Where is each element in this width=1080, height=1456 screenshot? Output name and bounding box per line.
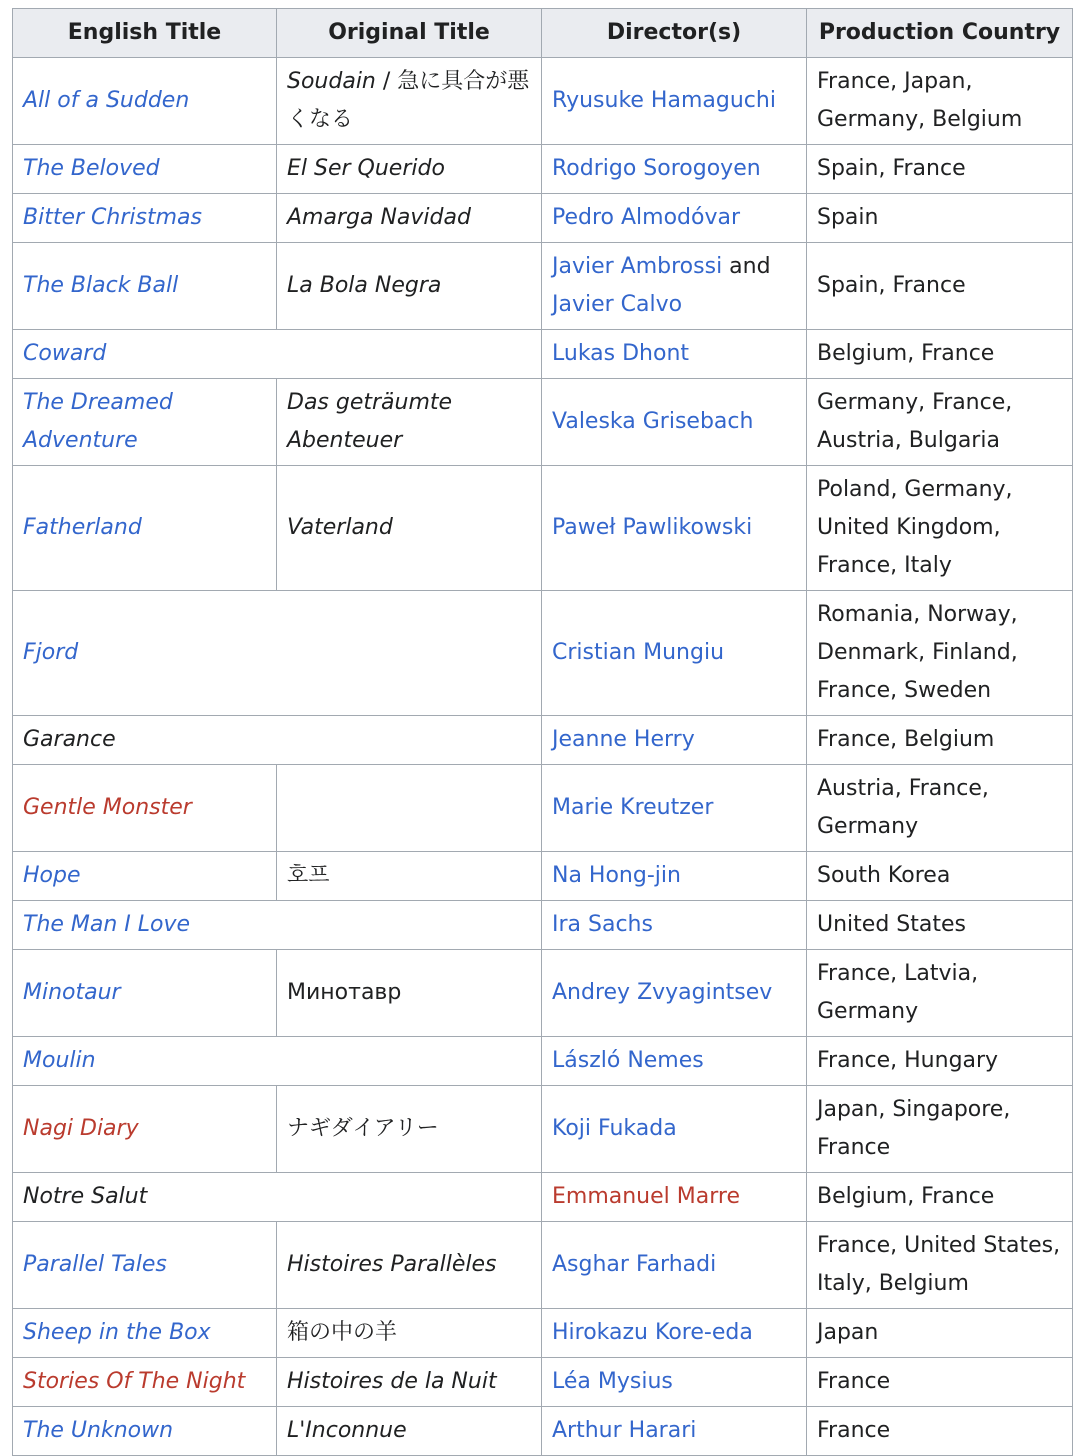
english-title-cell <box>13 716 542 765</box>
english-title-cell <box>13 1173 542 1222</box>
film-link[interactable]: Minotaur <box>23 980 121 1005</box>
country-cell: Romania, Norway, Denmark, Finland, France, Sweden <box>807 591 1073 716</box>
film-title: Garance <box>23 727 116 752</box>
table-row <box>13 58 1073 145</box>
english-title-cell <box>13 194 277 243</box>
director-cell <box>542 194 807 243</box>
original-title-cell <box>277 765 542 852</box>
country-cell: Japan, Singapore, France <box>807 1086 1073 1173</box>
film-title: Notre Salut <box>23 1184 148 1209</box>
director-link[interactable]: Pedro Almodóvar <box>552 205 741 230</box>
english-title-cell <box>13 466 277 591</box>
director-link[interactable]: Na Hong-jin <box>552 863 681 888</box>
country-cell: France <box>807 1358 1073 1407</box>
table-row <box>13 243 1073 330</box>
director-cell <box>542 330 807 379</box>
table-row <box>13 1037 1073 1086</box>
table-row <box>13 379 1073 466</box>
country-cell: France, United States, Italy, Belgium <box>807 1222 1073 1309</box>
director-cell <box>542 852 807 901</box>
english-title-cell <box>13 901 542 950</box>
header-row <box>13 9 1073 58</box>
director-link[interactable]: Jeanne Herry <box>552 727 695 752</box>
director-link[interactable]: Asghar Farhadi <box>552 1252 717 1277</box>
director-link[interactable]: Arthur Harari <box>552 1418 697 1443</box>
english-title-cell <box>13 379 277 466</box>
director-link[interactable]: Hirokazu Kore-eda <box>552 1320 753 1345</box>
original-title-cell: Histoires Parallèles <box>277 1222 542 1309</box>
film-link[interactable]: The Unknown <box>23 1418 174 1443</box>
director-cell <box>542 591 807 716</box>
director-cell <box>542 243 807 330</box>
film-redlink[interactable]: Gentle Monster <box>23 795 192 820</box>
film-redlink[interactable]: Nagi Diary <box>23 1116 139 1141</box>
original-title-cell: 호프 <box>277 852 542 901</box>
english-title-cell <box>13 852 277 901</box>
table-row <box>13 1407 1073 1456</box>
director-conjunction: and <box>722 254 771 279</box>
country-cell: South Korea <box>807 852 1073 901</box>
film-link[interactable]: Fatherland <box>23 515 142 540</box>
english-title-cell <box>13 1309 277 1358</box>
director-cell <box>542 1222 807 1309</box>
original-title-cell: L'Inconnue <box>277 1407 542 1456</box>
director-link[interactable]: Javier Ambrossi <box>552 254 723 279</box>
original-title-cell: La Bola Negra <box>277 243 542 330</box>
director-cell <box>542 58 807 145</box>
film-redlink[interactable]: Stories Of The Night <box>23 1369 246 1394</box>
header-original-title[interactable]: Original Title <box>277 9 542 58</box>
original-title-cell: El Ser Querido <box>277 145 542 194</box>
film-link[interactable]: Coward <box>23 341 107 366</box>
director-link[interactable]: Léa Mysius <box>552 1369 673 1394</box>
table-row <box>13 194 1073 243</box>
film-link[interactable]: The Dreamed Adventure <box>23 390 173 453</box>
english-title-cell <box>13 1407 277 1456</box>
english-title-cell <box>13 1037 542 1086</box>
film-link[interactable]: Fjord <box>23 640 79 665</box>
table-row <box>13 1309 1073 1358</box>
original-title-cell: Минотавр <box>277 950 542 1037</box>
country-cell: Belgium, France <box>807 1173 1073 1222</box>
film-link[interactable]: Moulin <box>23 1048 96 1073</box>
original-title-cell: 箱の中の羊 <box>277 1309 542 1358</box>
country-cell: France, Hungary <box>807 1037 1073 1086</box>
country-cell: Japan <box>807 1309 1073 1358</box>
header-directors[interactable]: Director(s) <box>542 9 807 58</box>
director-cell <box>542 145 807 194</box>
table-row <box>13 330 1073 379</box>
country-cell: Spain, France <box>807 145 1073 194</box>
table-row <box>13 466 1073 591</box>
header-production-country[interactable]: Production Country <box>807 9 1073 58</box>
country-cell: France, Japan, Germany, Belgium <box>807 58 1073 145</box>
director-cell <box>542 466 807 591</box>
director-link[interactable]: Javier Calvo <box>552 292 683 317</box>
director-link[interactable]: Lukas Dhont <box>552 341 690 366</box>
director-link[interactable]: Paweł Pawlikowski <box>552 515 753 540</box>
original-title-cell <box>277 58 542 145</box>
table-row <box>13 765 1073 852</box>
english-title-cell <box>13 330 542 379</box>
film-link[interactable]: The Beloved <box>23 156 160 181</box>
director-cell <box>542 716 807 765</box>
film-link[interactable]: The Man I Love <box>23 912 191 937</box>
director-link[interactable]: Cristian Mungiu <box>552 640 725 665</box>
country-cell: Belgium, France <box>807 330 1073 379</box>
director-cell <box>542 1407 807 1456</box>
english-title-cell <box>13 58 277 145</box>
country-cell: Austria, France, Germany <box>807 765 1073 852</box>
director-cell <box>542 1037 807 1086</box>
table-row <box>13 1086 1073 1173</box>
english-title-cell <box>13 1358 277 1407</box>
header-english-title[interactable]: English Title <box>13 9 277 58</box>
country-cell: France, Latvia, Germany <box>807 950 1073 1037</box>
film-link[interactable]: Sheep in the Box <box>23 1320 211 1345</box>
table-row <box>13 591 1073 716</box>
original-title-japanese: / 急に具合が悪くなる <box>287 69 530 132</box>
country-cell: Germany, France, Austria, Bulgaria <box>807 379 1073 466</box>
director-link[interactable]: Ira Sachs <box>552 912 653 937</box>
english-title-cell <box>13 1086 277 1173</box>
director-cell <box>542 1086 807 1173</box>
country-cell: France, Belgium <box>807 716 1073 765</box>
original-title-cell: Histoires de la Nuit <box>277 1358 542 1407</box>
english-title-cell <box>13 950 277 1037</box>
director-link[interactable]: Koji Fukada <box>552 1116 677 1141</box>
director-link[interactable]: Andrey Zvyagintsev <box>552 980 773 1005</box>
film-link[interactable]: Bitter Christmas <box>23 205 202 230</box>
film-link[interactable]: The Black Ball <box>23 273 179 298</box>
original-title-cell: Das geträumte Abenteuer <box>277 379 542 466</box>
english-title-cell <box>13 145 277 194</box>
table-row <box>13 950 1073 1037</box>
table-row <box>13 716 1073 765</box>
director-link[interactable]: Rodrigo Sorogoyen <box>552 156 761 181</box>
director-link[interactable]: Valeska Grisebach <box>552 409 754 434</box>
film-link[interactable]: Hope <box>23 863 81 888</box>
country-cell: France <box>807 1407 1073 1456</box>
director-cell <box>542 765 807 852</box>
english-title-cell <box>13 765 277 852</box>
director-redlink[interactable]: Emmanuel Marre <box>552 1184 740 1209</box>
director-link[interactable]: Ryusuke Hamaguchi <box>552 88 776 113</box>
director-link[interactable]: Marie Kreutzer <box>552 795 714 820</box>
original-title-cell: Vaterland <box>277 466 542 591</box>
table-row <box>13 1222 1073 1309</box>
table-row <box>13 1358 1073 1407</box>
table-row <box>13 145 1073 194</box>
english-title-cell <box>13 1222 277 1309</box>
table-row <box>13 1173 1073 1222</box>
films-table <box>12 8 1073 1456</box>
film-link[interactable]: All of a Sudden <box>23 88 190 113</box>
original-title-cell: Amarga Navidad <box>277 194 542 243</box>
country-cell: Poland, Germany, United Kingdom, France, Italy <box>807 466 1073 591</box>
director-cell <box>542 901 807 950</box>
country-cell: Spain, France <box>807 243 1073 330</box>
director-cell <box>542 379 807 466</box>
english-title-cell <box>13 591 542 716</box>
film-link[interactable]: Parallel Tales <box>23 1252 167 1277</box>
director-cell <box>542 1173 807 1222</box>
original-title-cell: ナギダイアリー <box>277 1086 542 1173</box>
original-title: Soudain <box>287 69 376 94</box>
director-link[interactable]: László Nemes <box>552 1048 704 1073</box>
country-cell: United States <box>807 901 1073 950</box>
country-cell: Spain <box>807 194 1073 243</box>
director-cell <box>542 950 807 1037</box>
director-cell <box>542 1358 807 1407</box>
director-cell <box>542 1309 807 1358</box>
table-row <box>13 852 1073 901</box>
table-row <box>13 901 1073 950</box>
english-title-cell <box>13 243 277 330</box>
